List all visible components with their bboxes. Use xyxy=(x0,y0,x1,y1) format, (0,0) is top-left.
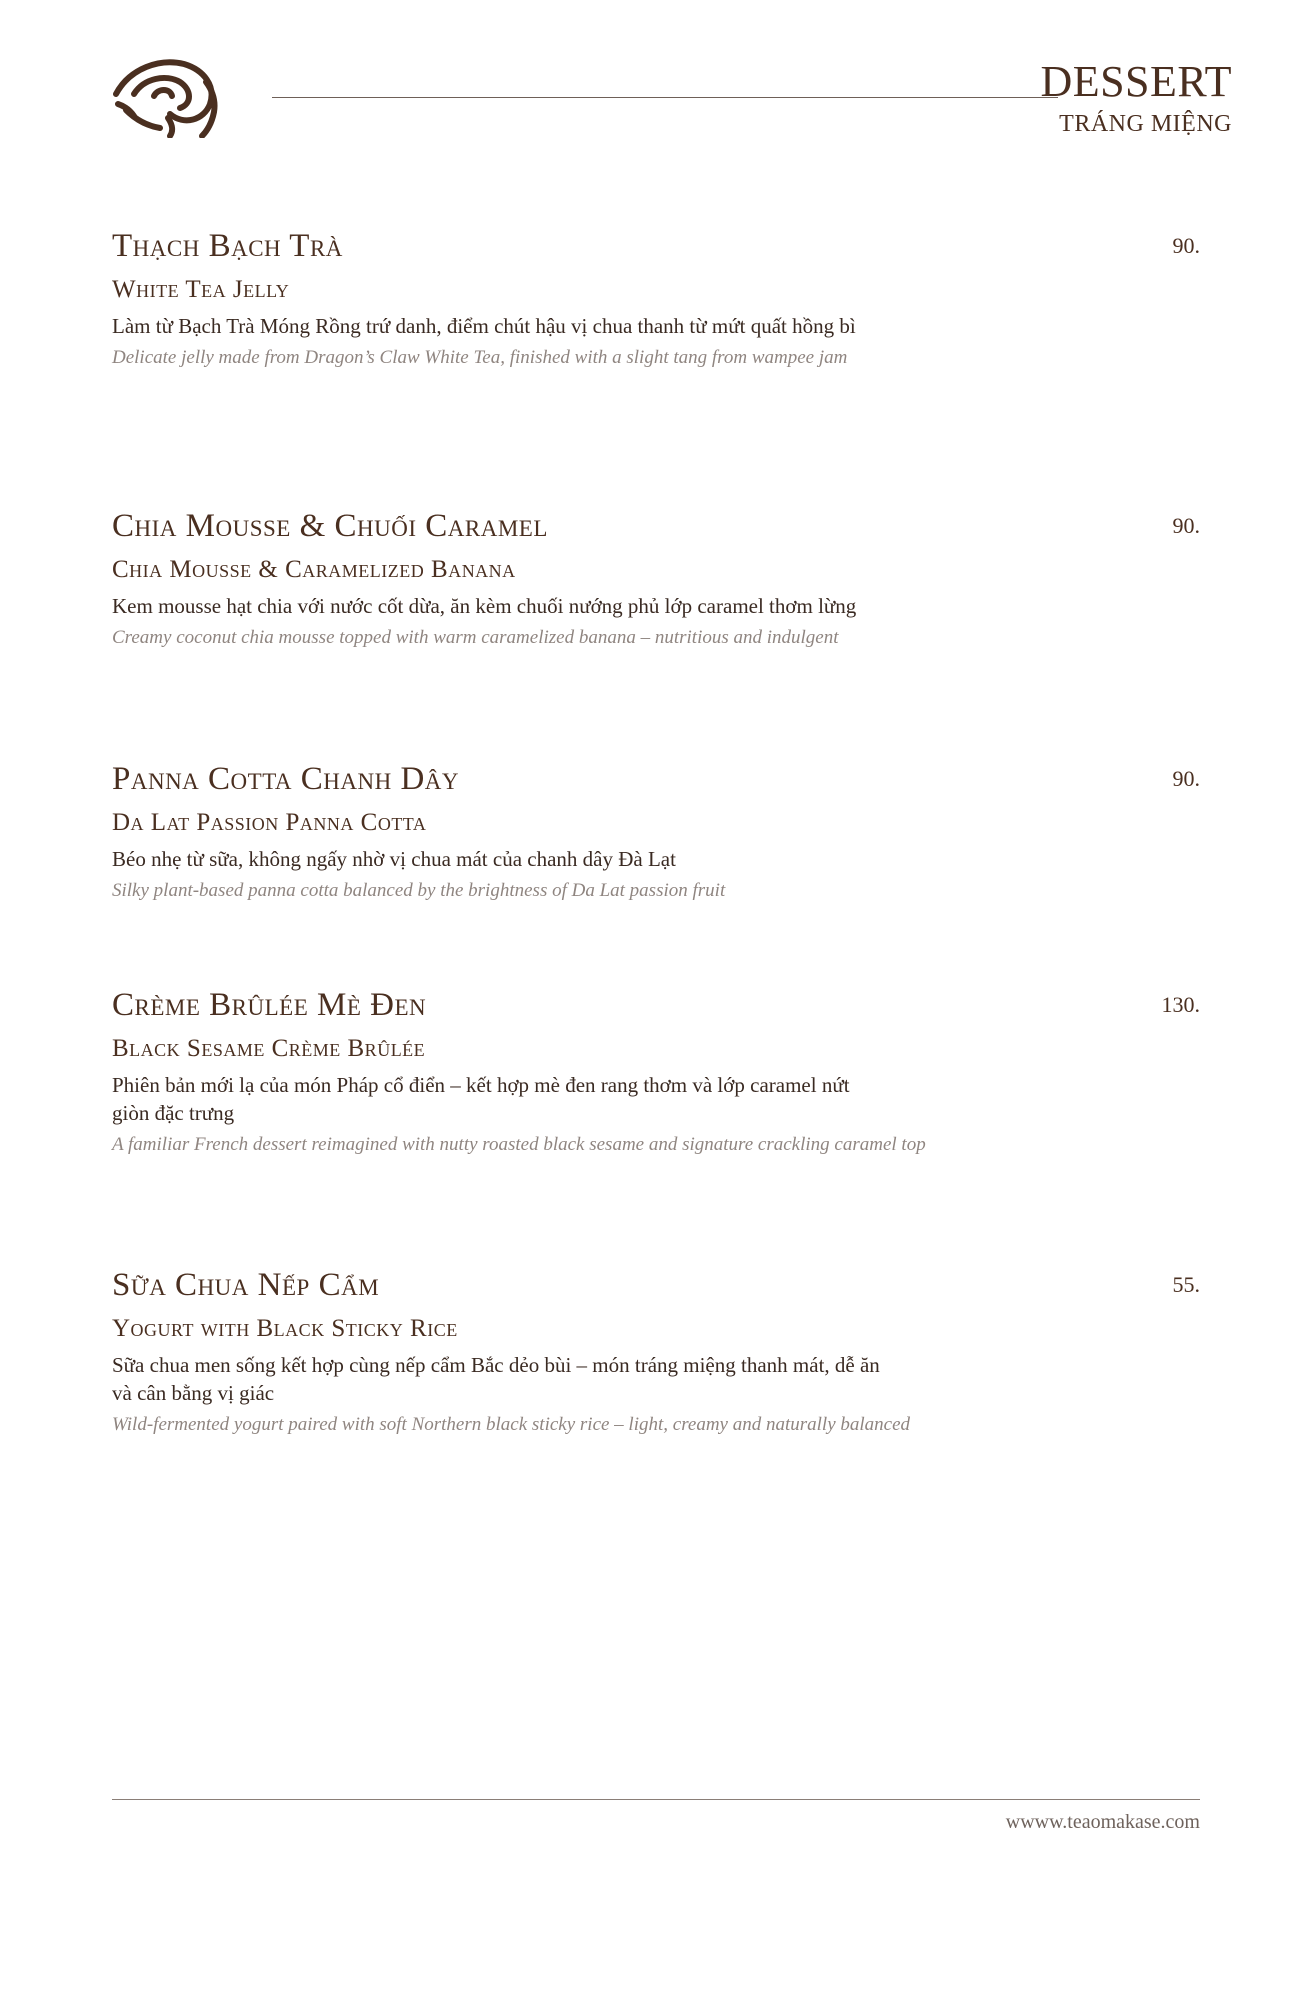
item-price: 90. xyxy=(1172,766,1200,791)
item-description-vi: Béo nhẹ từ sữa, không ngấy nhờ vị chua mát của chanh dây Đà Lạt xyxy=(112,847,676,871)
item-price: 55. xyxy=(1172,1272,1200,1297)
item-description-vi: Sữa chua men sống kết hợp cùng nếp cẩm Bắc dẻo bùi – món tráng miệng thanh mát, dễ ăn và cân bằng vị giác xyxy=(112,1353,880,1405)
menu-item xyxy=(112,759,1200,904)
item-description-vi: Làm từ Bạch Trà Móng Rồng trứ danh, điểm chút hậu vị chua thanh từ mứt quất hồng bì xyxy=(112,314,856,338)
item-description-en: Wild-fermented yogurt paired with soft Northern black sticky rice – light, creamy and naturally balanced xyxy=(112,1414,911,1435)
item-description-vi: Phiên bản mới lạ của món Pháp cổ điển – kết hợp mè đen rang thơm và lớp caramel nứt giòn đặc trưng xyxy=(112,1073,850,1125)
item-description-en: A familiar French dessert reimagined with nutty roasted black sesame and signature crackling caramel top xyxy=(112,1134,926,1155)
item-description-en: Creamy coconut chia mousse topped with warm caramelized banana – nutritious and indulgent xyxy=(112,627,839,648)
header-divider xyxy=(272,97,1058,98)
item-name-en: Black Sesame Crème Brûlée xyxy=(112,1035,426,1062)
item-name-vi: Sữa Chua Nếp Cẩm xyxy=(112,1267,380,1303)
menu-item xyxy=(112,506,1200,651)
item-name-vi: Thạch Bạch Trà xyxy=(112,228,343,264)
item-name-en: White Tea Jelly xyxy=(112,276,290,303)
footer-divider xyxy=(112,1799,1200,1800)
swirl-eye-logo-icon xyxy=(110,54,222,138)
section-subtitle: TRÁNG MIỆNG xyxy=(1059,111,1232,137)
item-name-vi: Crème Brûlée Mè Đen xyxy=(112,987,427,1023)
item-name-en: Da Lat Passion Panna Cotta xyxy=(112,809,427,836)
item-description-en: Delicate jelly made from Dragon’s Claw White Tea, finished with a slight tang from wampee jam xyxy=(112,347,848,368)
item-name-en: Chia Mousse & Caramelized Banana xyxy=(112,556,516,583)
item-price: 130. xyxy=(1161,992,1200,1017)
item-description-en: Silky plant-based panna cotta balanced by the brightness of Da Lat passion fruit xyxy=(112,880,726,901)
menu-item xyxy=(112,985,1200,1158)
item-name-en: Yogurt with Black Sticky Rice xyxy=(112,1315,458,1342)
menu-item xyxy=(112,226,1200,371)
item-price: 90. xyxy=(1172,233,1200,258)
website-url: wwww.teaomakase.com xyxy=(1005,1811,1200,1833)
section-title: DESSERT xyxy=(1040,57,1232,106)
menu-item xyxy=(112,1265,1200,1438)
item-price: 90. xyxy=(1172,513,1200,538)
item-name-vi: Chia Mousse & Chuối Caramel xyxy=(112,508,548,544)
item-name-vi: Panna Cotta Chanh Dây xyxy=(112,761,460,797)
item-description-vi: Kem mousse hạt chia với nước cốt dừa, ăn kèm chuối nướng phủ lớp caramel thơm lừng xyxy=(112,594,857,618)
